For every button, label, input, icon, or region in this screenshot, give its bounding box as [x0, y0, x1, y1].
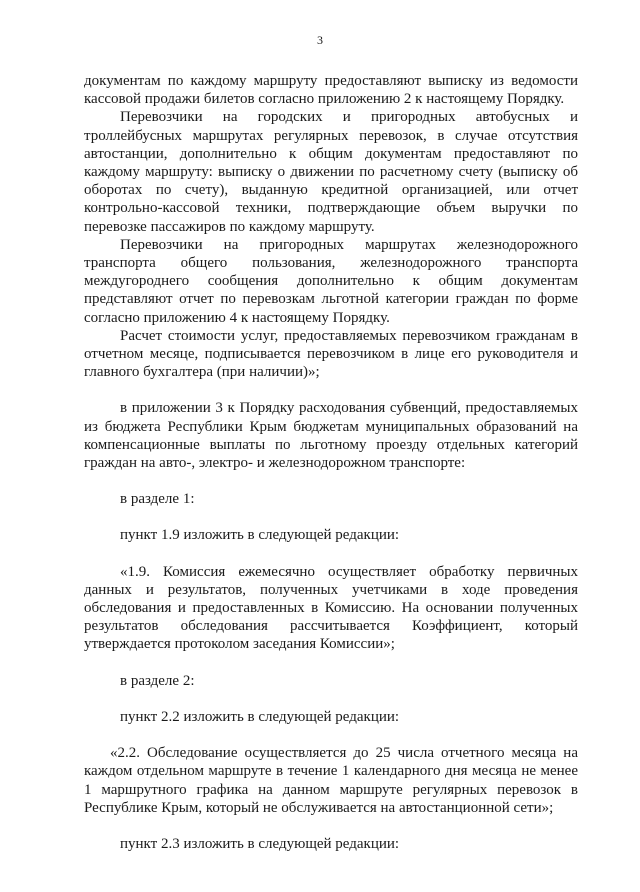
paragraph-urban-carriers: Перевозчики на городских и пригородных автобусных и троллейбусных маршрутах регулярных перевозок, в случае отсутствия автостанции, дополнительно к общим документам предоставляют по каждому маршруту: выписку о движении по расчетному счету (выписку об оборотах по счету), выданную кредитной организацией, или отчет контрольно-кассовой техники, подтверждающие объем выручки по перевозке пассажиров по каждому маршруту. — [84, 109, 578, 235]
clause-2-3-intro: пункт 2.3 изложить в следующей редакции: — [120, 835, 400, 852]
paragraph-continuation: документам по каждому маршруту предоставляют выписку из ведомости кассовой продажи билетов согласно приложению 2 к настоящему Порядку. — [84, 73, 578, 108]
paragraph-rail-carriers: Перевозчики на пригородных маршрутах железнодорожного транспорта общего пользования, железнодорожного транспорта междугороднего сообщения дополнительно к общим документам представляют отчет по перевозкам льготной категории граждан по форме согласно приложению 4 к настоящему Порядку. — [84, 236, 578, 326]
page-number: 3 — [317, 33, 323, 47]
paragraph-cost-calculation: Расчет стоимости услуг, предоставляемых перевозчиком гражданам в отчетном месяце, подписывается перевозчиком в лице его руководителя и главного бухгалтера (при наличии)»; — [84, 327, 578, 381]
clause-1-9-text: «1.9. Комиссия ежемесячно осуществляет обработку первичных данных и результатов, полученных учетчиками в ходе проведения обследования и предоставленных в Комиссию. На основании полученных результатов обследования рассчитывается Коэффициент, который утверждается протоколом заседания Комиссии»; — [84, 563, 578, 653]
paragraph-appendix-3: в приложении 3 к Порядку расходования субвенций, предоставляемых из бюджета Республики Крым бюджетам муниципальных образований на компенсационные выплаты по льготному проезду отдельных категорий граждан на авто-, электро- и железнодорожном транспорте: — [84, 400, 578, 472]
clause-1-9-intro: пункт 1.9 изложить в следующей редакции: — [120, 527, 400, 544]
document-body — [84, 72, 578, 853]
clause-2-2-text: «2.2. Обследование осуществляется до 25 числа отчетного месяца на каждом отдельном маршруте в течение 1 календарного дня месяца не менее 1 маршрутного графика на данном маршруте регулярных перевозок в Республике Крым, который не обслуживается на автостанционной сети»; — [84, 745, 578, 816]
section-2-label: в разделе 2: — [120, 672, 195, 689]
section-1-label: в разделе 1: — [120, 491, 195, 508]
clause-2-2-intro: пункт 2.2 изложить в следующей редакции: — [120, 708, 400, 725]
